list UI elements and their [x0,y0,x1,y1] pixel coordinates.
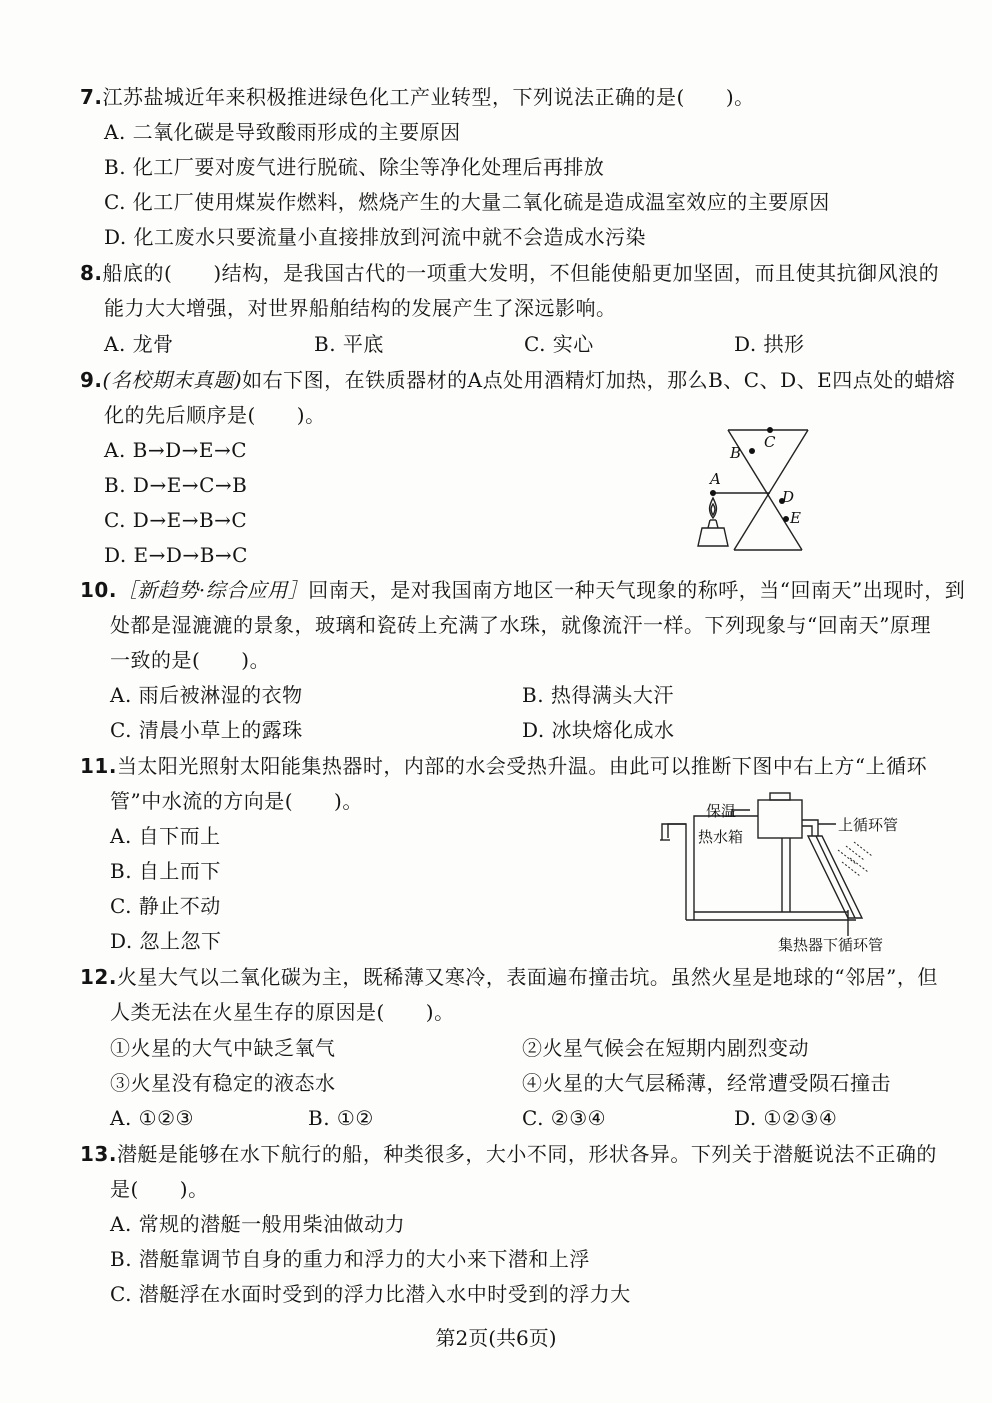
q12-statement-3: ③火星没有稳定的液态水 [110,1071,336,1095]
q13-number: 13. [80,1142,117,1166]
q10-number: 10. [80,578,117,602]
q10-option-b: B. 热得满头大汗 [522,683,674,707]
upper-circulation-pipe-outer [802,820,818,836]
q9-stem-text: 如右下图，在铁质器材的A点处用酒精灯加热，那么B、C、D、E四点处的蜡熔 [242,368,956,392]
outlet-pipe-inner [668,824,686,838]
q9-stem-line2: 化的先后顺序是( )。 [104,403,326,427]
q8-stem-text: 船底的( )结构，是我国古代的一项重大发明，不但能使船更加坚固，而且使其抗御风浪的 [102,261,940,285]
q10-stem-line3: 一致的是( )。 [110,648,271,672]
q7-stem [80,84,755,110]
lamp-neck-right [716,520,718,528]
q12-stem-line2: 人类无法在火星生存的原因是( )。 [110,1000,455,1024]
q8-stem-line1 [80,260,939,286]
q13-option-a: A. 常规的潜艇一般用柴油做动力 [110,1212,406,1236]
q12-statement-1: ①火星的大气中缺乏氧气 [110,1036,336,1060]
label-b: B [730,444,742,462]
q11-stem-line1 [80,753,927,779]
label-tank-line1: 保温 [706,802,737,820]
q9-option-c: C. D→E→B→C [104,508,248,532]
q10-tag: ［新趋势·综合应用］ [116,578,309,602]
q11-option-c: C. 静止不动 [110,894,221,918]
q13-stem-line1 [80,1141,937,1167]
point-e-dot [783,516,789,522]
page-footer: 第2页(共6页) [435,1326,557,1350]
q7-option-b: B. 化工厂要对废气进行脱硫、除尘等净化处理后再排放 [104,155,605,179]
q11-stem-line2: 管”中水流的方向是( )。 [110,789,363,813]
q12-number: 12. [80,965,117,989]
q12-option-a: A. ①②③ [110,1106,194,1130]
q12-option-d: D. ①②③④ [734,1106,838,1130]
q8-option-b: B. 平底 [314,332,384,356]
q9-heat-conduction-figure [690,420,820,560]
q8-option-a: A. 龙骨 [104,332,174,356]
q9-stem-line1 [80,367,955,393]
label-tank-line2: 热水箱 [698,828,744,846]
outlet-pipe-outer [662,824,686,920]
alcohol-lamp-body [698,528,728,546]
label-e: E [790,509,801,527]
q8-option-d: D. 拱形 [734,332,805,356]
q11-option-a: A. 自下而上 [110,824,221,848]
tank-cap [770,793,790,800]
q11-option-b: B. 自上而下 [110,859,221,883]
q13-stem-text: 潜艇是能够在水下航行的船，种类很多，大小不同，形状各异。下列关于潜艇说法不正确的 [116,1142,937,1166]
upper-circulation-pipe [802,826,812,836]
q12-option-c: C. ②③④ [522,1106,607,1130]
q12-statement-4: ④火星的大气层稀薄，经常遭受陨石撞击 [522,1071,891,1095]
q12-statement-2: ②火星气候会在短期内剧烈变动 [522,1036,809,1060]
point-a-dot [710,490,716,496]
lamp-neck-left [708,520,710,528]
q8-stem-line2: 能力大大增强，对世界船舶结构的发展产生了深远影响。 [104,296,617,320]
q10-stem-text: 回南天，是对我国南方地区一种天气现象的称呼，当“回南天”出现时，到 [308,578,966,602]
q9-option-a: A. B→D→E→C [104,438,248,462]
q10-stem-line1 [80,577,965,603]
q7-option-a: A. 二氧化碳是导致酸雨形成的主要原因 [104,120,461,144]
point-b-dot [749,448,755,454]
inner-flame-icon [711,504,715,515]
q7-option-d: D. 化工废水只要流量小直接排放到河流中就不会造成水污染 [104,225,647,249]
q11-solar-heater-figure [650,790,930,960]
label-upper-pipe: 上循环管 [838,816,899,834]
q9-tag: (名校期末真题) [102,368,243,392]
q8-option-c: C. 实心 [524,332,594,356]
q12-stem-text: 火星大气以二氧化碳为主，既稀薄又寒冷，表面遍布撞击坑。虽然火星是地球的“邻居”，但 [116,965,938,989]
q10-option-c: C. 清晨小草上的露珠 [110,718,303,742]
sun-rays-icon [838,842,872,876]
q13-option-b: B. 潜艇靠调节自身的重力和浮力的大小来下潜和上浮 [110,1247,590,1271]
q12-stem-line1 [80,964,938,990]
q9-number: 9. [80,368,103,392]
q9-option-b: B. D→E→C→B [104,473,248,497]
q12-option-b: B. ①② [308,1106,374,1130]
q7-stem-text: 江苏盐城近年来积极推进绿色化工产业转型，下列说法正确的是( )。 [102,85,755,109]
label-c: C [764,433,776,451]
q13-stem-line2: 是( )。 [110,1177,209,1201]
q13-option-c: C. 潜艇浮在水面时受到的浮力比潜入水中时受到的浮力大 [110,1282,631,1306]
collector-inner-line [816,836,855,918]
q10-stem-line2: 处都是湿漉漉的景象，玻璃和瓷砖上充满了水珠，就像流汗一样。下列现象与“回南天”原理 [110,613,931,637]
q10-option-d: D. 冰块熔化成水 [522,718,675,742]
q7-number: 7. [80,85,103,109]
q8-number: 8. [80,261,103,285]
label-a: A [710,470,721,488]
q11-number: 11. [80,754,117,778]
q10-option-a: A. 雨后被淋湿的衣物 [110,683,303,707]
hot-water-tank [758,800,802,838]
q11-option-d: D. 忽上忽下 [110,929,222,953]
q9-option-d: D. E→D→B→C [104,543,248,567]
q11-stem-text: 当太阳光照射太阳能集热器时，内部的水会受热升温。由此可以推断下图中右上方“上循环 [116,754,928,778]
q7-option-c: C. 化工厂使用煤炭作燃料，燃烧产生的大量二氧化硫是造成温室效应的主要原因 [104,190,830,214]
label-d: D [782,488,795,506]
label-lower-pipe: 集热器下循环管 [778,936,884,954]
